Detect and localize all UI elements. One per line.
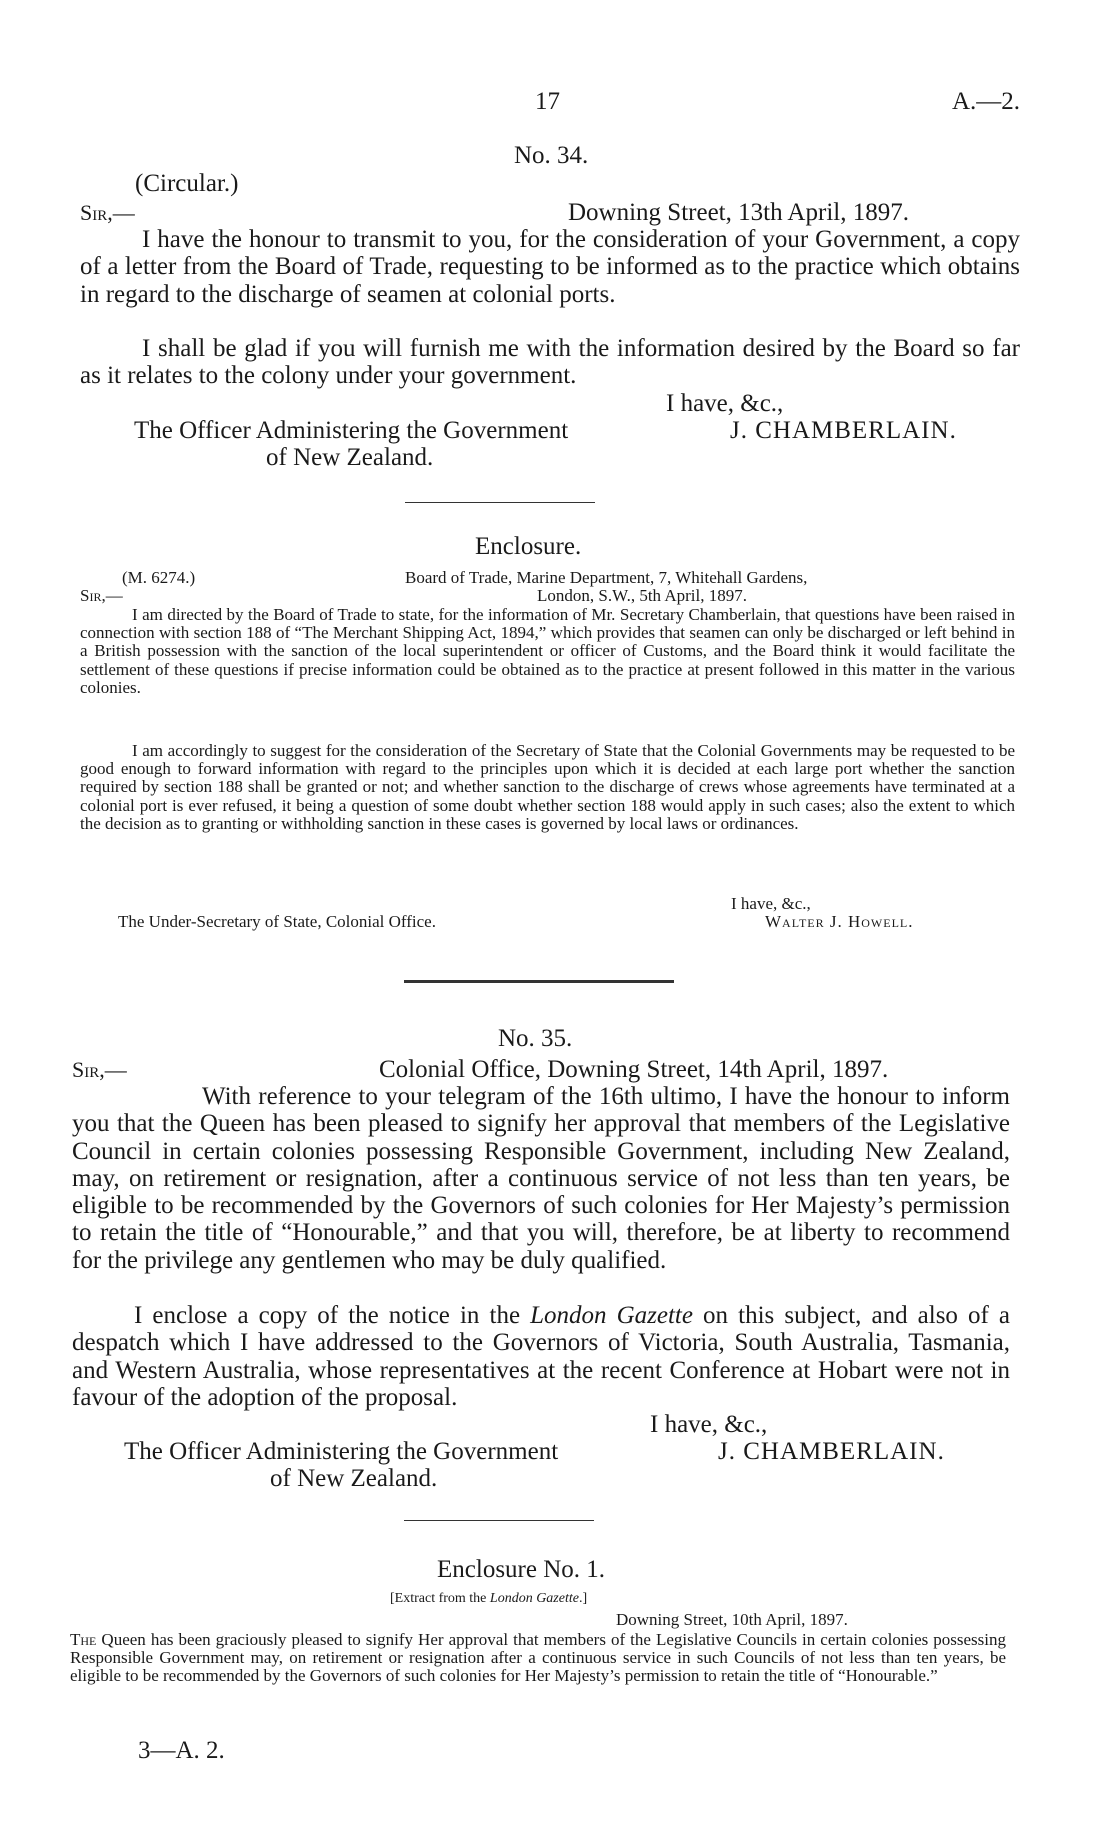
letter-34-signature: J. CHAMBERLAIN. (730, 417, 957, 444)
enclosure-paragraph-2: I am accordingly to suggest for the consideration of the Secretary of State that the Colonial Governments may be requested to be good enough to forward information with regard to the principles upon which it is decided at each large port whether the sanction required by section 188 shall be granted or not; and whether sanction to the discharge of crews whose agreements have terminated at a colonial port is ever refused, it being a question of some doubt whether section 188 would apply in such cases; also the extent to which the decision as to granting or withholding sanction in these cases is governed by local laws or ordinances. (80, 741, 1015, 833)
letter-34-salutation: Sir,— (80, 200, 135, 225)
enclosure-heading: Enclosure. (475, 533, 582, 560)
letter-35-signature: J. CHAMBERLAIN. (718, 1438, 945, 1465)
extract-note (390, 1591, 587, 1607)
letter-35-paragraph-2 (72, 1302, 1010, 1411)
extract-note-gazette: London Gazette (489, 1591, 579, 1606)
circular-label: (Circular.) (135, 170, 239, 197)
letter-34-number: No. 34. (514, 142, 589, 169)
signature-mark: 3—A. 2. (138, 1737, 225, 1764)
enclosure-address-line-2: London, S.W., 5th April, 1897. (537, 586, 747, 605)
extract-note-text-a: [Extract from the (390, 1591, 490, 1606)
letter-34-paragraph-1: I have the honour to transmit to you, for the consideration of your Government, a copy of a letter from the Board of Trade, requesting to be informed as to the practice which obtains in regard to the discharge of seamen at colonial ports. (80, 226, 1020, 308)
divider-thin-2 (404, 1520, 594, 1521)
paper-reference: A.—2. (951, 88, 1020, 115)
divider-thick (404, 980, 674, 983)
letter-35-addressee-line-2: of New Zealand. (270, 1465, 438, 1492)
gazette-notice-lead: The (70, 1630, 97, 1649)
extract-note-text-b: .] (578, 1591, 588, 1606)
enclosure-address-line-1: Board of Trade, Marine Department, 7, Whitehall Gardens, (405, 568, 808, 587)
enclosure-signature: Walter J. Howell. (765, 912, 914, 931)
letter-34-addressee-line-1: The Officer Administering the Government (134, 417, 569, 444)
page-number: 17 (535, 88, 560, 115)
letter-35-salutation: Sir,— (72, 1057, 127, 1082)
enclosure-no-1-heading: Enclosure No. 1. (437, 1556, 606, 1583)
enclosure-closing: I have, &c., (731, 894, 811, 913)
enclosure-paragraph-1: I am directed by the Board of Trade to state, for the information of Mr. Secretary Chamberlain, that questions have been raised in connection with section 188 of “The Merchant Shipping Act, 1894,” which provides that seamen can only be discharged or left behind in a British possession with the sanction of the local superintendent or officer of Customs, and the Board think it would facilitate the settlement of these questions if precise information could be obtained as to the practice at present followed in this matter in the various colonies. (80, 605, 1015, 697)
enclosure-salutation: Sir,— (80, 586, 123, 605)
letter-35-place-date: Colonial Office, Downing Street, 14th April, 1897. (379, 1056, 889, 1083)
gazette-notice-text (70, 1631, 1006, 1686)
letter-34-closing: I have, &c., (666, 390, 784, 417)
letter-35-closing: I have, &c., (650, 1411, 768, 1438)
letter-35-paragraph-2-text-a: I enclose a copy of the notice in the (134, 1302, 531, 1329)
letter-35-addressee-line-1: The Officer Administering the Government (124, 1438, 559, 1465)
letter-34-paragraph-2: I shall be glad if you will furnish me with the information desired by the Board so far as it relates to the colony under your government. (80, 335, 1020, 390)
enclosure-addressee: The Under-Secretary of State, Colonial Office. (118, 912, 436, 931)
letter-34-place-date: Downing Street, 13th April, 1897. (568, 199, 909, 226)
gazette-place-date: Downing Street, 10th April, 1897. (616, 1610, 848, 1629)
london-gazette-title: London Gazette (530, 1302, 693, 1329)
letter-35-paragraph-2-text-b: on this subject, and also of a despatch which I have addressed to the Governors of Victoria, South Australia, Tasmania, and Western Australia, whose representatives at the recent Conference at Hobart were not in favour of the adoption of the proposal. (72, 1302, 1010, 1411)
letter-34-addressee-line-2: of New Zealand. (266, 444, 434, 471)
letter-35-paragraph-1: With reference to your telegram of the 16th ultimo, I have the honour to inform you that the Queen has been pleased to signify her approval that members of the Legislative Council in certain colonies possessing Responsible Government, including New Zealand, may, on retirement or resignation, after a continuous service of not less than ten years, be eligible to be recommended by the Governors of such colonies for Her Majesty’s permission to retain the title of “Honourable,” and that you will, therefore, be at liberty to recommend for the privilege any gentlemen who may be duly qualified. (72, 1083, 1010, 1274)
divider-thin-1 (405, 502, 595, 503)
letter-35-number: No. 35. (498, 1025, 573, 1052)
enclosure-reference: (M. 6274.) (122, 568, 196, 587)
gazette-notice-body: Queen has been graciously pleased to signify Her approval that members of the Legislative Councils in certain colonies possessing Responsible Government may, on retirement or resignation after a continuous service in such Councils of not less than ten years, be eligible to be recommended by the Governors of such colonies for Her Majesty’s permission to retain the title of “Honourable.” (70, 1630, 1006, 1686)
